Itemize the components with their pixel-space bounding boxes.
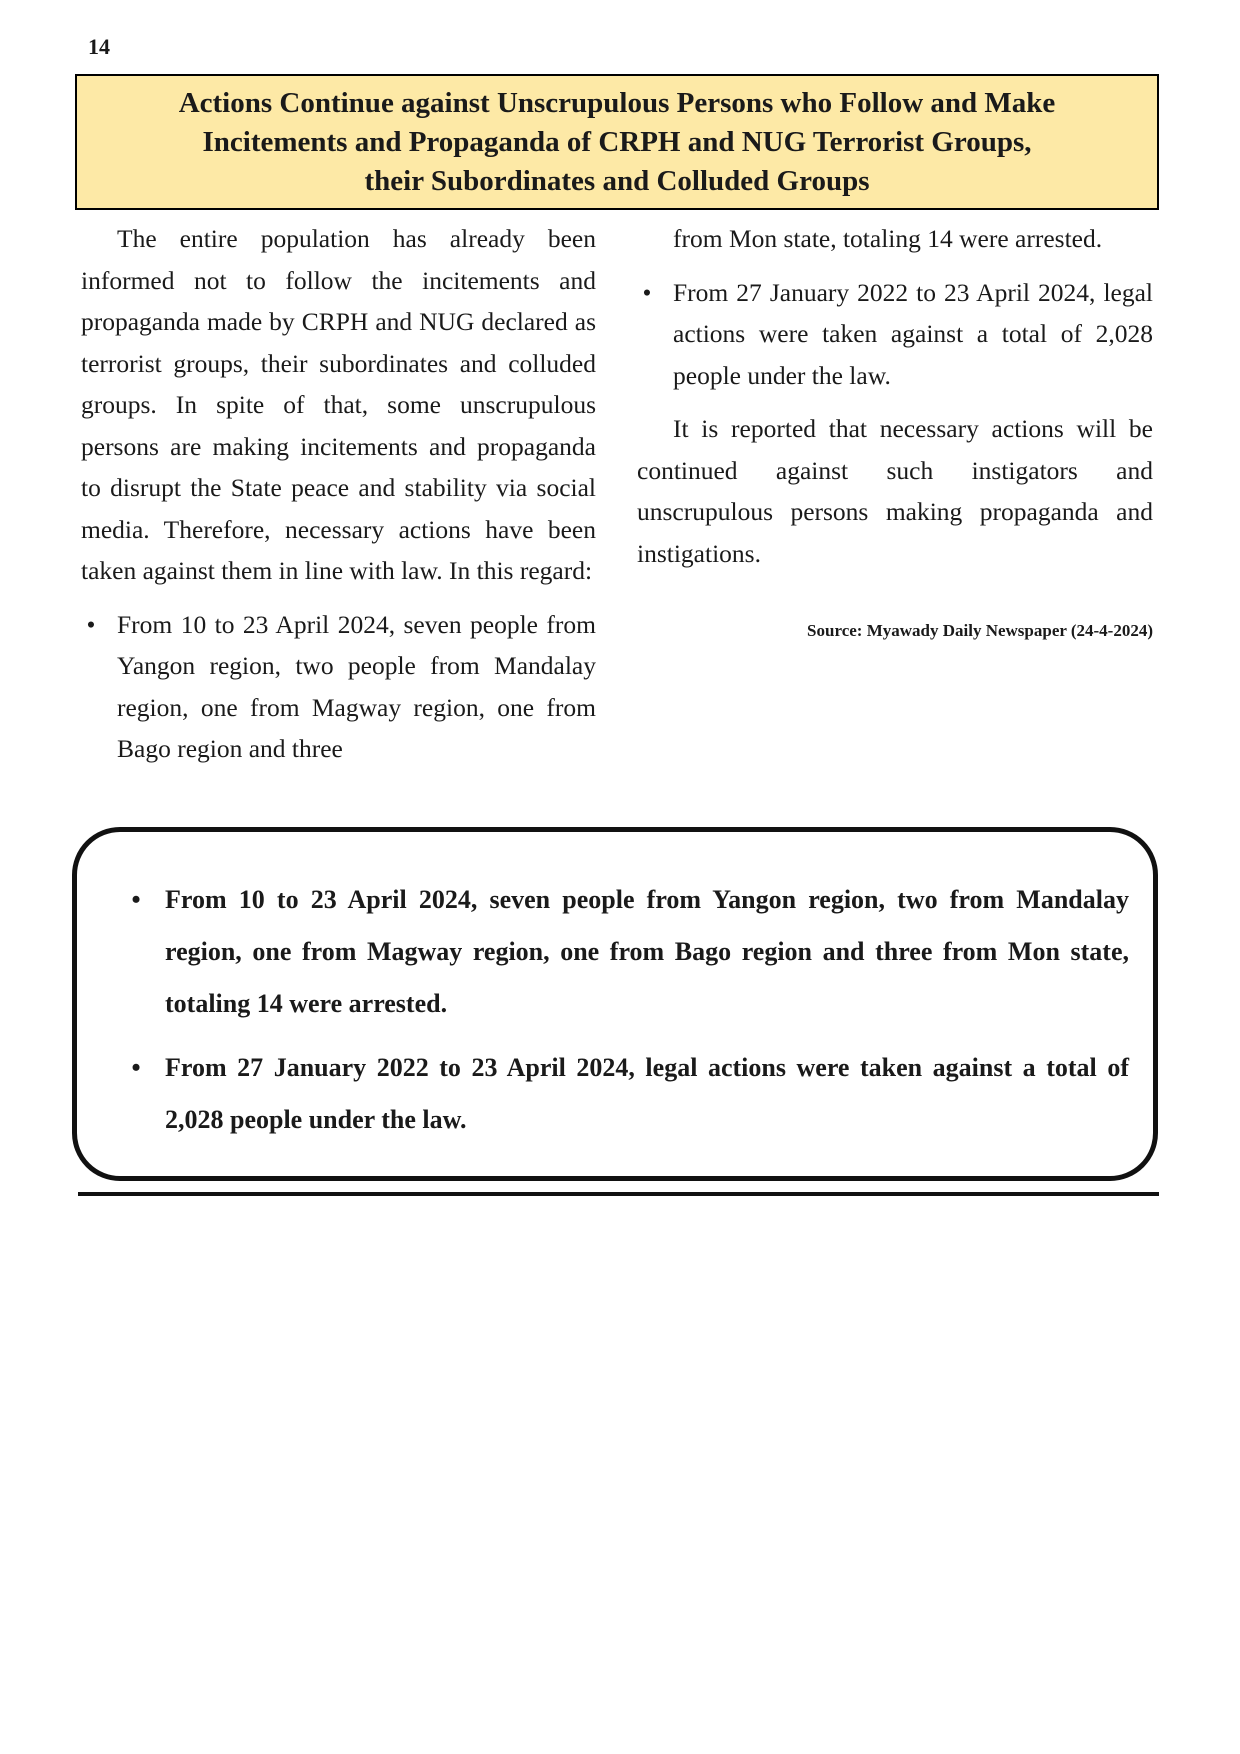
summary-item (125, 874, 1129, 1030)
article-column-left (81, 218, 596, 782)
article-title-line-3: their Subordinates and Colluded Groups (364, 164, 870, 197)
article-title-line-1: Actions Continue against Unscrupulous Persons who Follow and Make (178, 86, 1056, 119)
summary-item-text: From 27 January 2022 to 23 April 2024, legal actions were taken against a total of 2,028 people under the law. (165, 1053, 1129, 1134)
article-bullet-list-right (637, 272, 1153, 397)
article-title-line-2: Incitements and Propaganda of CRPH and NUG Terrorist Groups, (202, 125, 1032, 158)
article-bullet-continuation: from Mon state, totaling 14 were arrested. (673, 224, 1103, 253)
article-bullet-item (637, 272, 1153, 397)
article-source-citation: Source: Myawady Daily Newspaper (24-4-2024) (807, 621, 1153, 640)
bullet-dot: • (131, 885, 141, 914)
page-number: 14 (88, 34, 110, 59)
summary-item (125, 1042, 1129, 1146)
article-bullet-item (81, 604, 596, 770)
article-bullet-list-left (81, 604, 596, 770)
bottom-divider-rule (78, 1192, 1159, 1196)
bullet-dot: • (642, 277, 652, 307)
article-intro-paragraph: The entire population has already been informed not to follow the incitements and propaganda made by CRPH and NUG declared as terrorist groups, their subordinates and colluded groups. In spite of that, some unscrupulous persons are making incitements and propaganda to disrupt the State peace and stability via social media. Therefore, necessary actions have been taken against them in line with law. In this regard: (81, 224, 596, 585)
article-bullet-text: From 27 January 2022 to 23 April 2024, legal actions were taken against a total of 2,028 people under the law. (673, 277, 1153, 390)
article-column-right (637, 218, 1153, 642)
article-conclusion-paragraph: It is reported that necessary actions will be continued against such instigators and unscrupulous persons making propaganda and instigations. (637, 414, 1153, 568)
summary-box (72, 827, 1158, 1181)
bullet-dot: • (86, 609, 96, 639)
article-title-box (75, 74, 1159, 210)
summary-item-text: From 10 to 23 April 2024, seven people from Yangon region, two from Mandalay region, one from Magway region, one from Bago region and three from Mon state, totaling 14 were arrested. (165, 885, 1129, 1018)
bullet-dot: • (131, 1053, 141, 1082)
article-bullet-text: From 10 to 23 April 2024, seven people from Yangon region, two people from Mandalay region, one from Magway region, one from Bago region and three (117, 609, 596, 763)
